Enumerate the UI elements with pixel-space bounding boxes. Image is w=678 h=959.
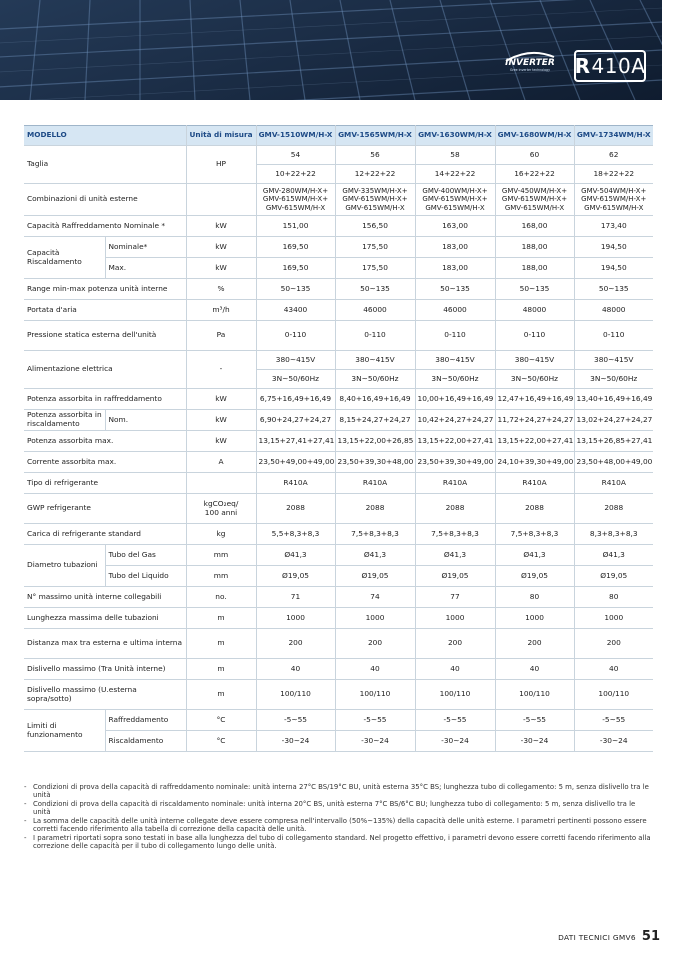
table-row bbox=[24, 321, 653, 351]
cell: 188,00 bbox=[495, 237, 574, 258]
cell: 163,00 bbox=[415, 216, 495, 237]
row-unit: kW bbox=[186, 410, 256, 431]
cell: 2088 bbox=[335, 494, 415, 524]
cell: 13,15+22,00+26,85 bbox=[335, 431, 415, 452]
row-unit: kW bbox=[186, 258, 256, 279]
cell: 2088 bbox=[256, 494, 335, 524]
cell: 3N~50/60Hz bbox=[335, 370, 415, 389]
row-unit: m bbox=[186, 680, 256, 710]
cell: 10,42+24,27+24,27 bbox=[415, 410, 495, 431]
row-sublabel: Riscaldamento bbox=[105, 731, 186, 752]
table-row bbox=[24, 731, 653, 752]
header-model: MODELLO bbox=[24, 126, 186, 146]
header-model-2: GMV-1565WM/H-X bbox=[335, 126, 415, 146]
row-label: N° massimo unità interne collegabili bbox=[24, 587, 186, 608]
cell: 23,50+48,00+49,00 bbox=[574, 452, 653, 473]
table-row bbox=[24, 410, 653, 431]
cell: 40 bbox=[335, 659, 415, 680]
row-label: Carica di refrigerante standard bbox=[24, 524, 186, 545]
inverter-logo bbox=[500, 47, 560, 73]
cell: Ø41,3 bbox=[335, 545, 415, 566]
row-label: Lunghezza massima delle tubazioni bbox=[24, 608, 186, 629]
page-number: 51 bbox=[641, 929, 660, 944]
table-row bbox=[24, 351, 653, 370]
row-label: Capacità Riscaldamento bbox=[24, 237, 105, 279]
header-banner bbox=[0, 0, 662, 100]
row-label: Potenza assorbita in raffreddamento bbox=[24, 389, 186, 410]
cell: -30~24 bbox=[256, 731, 335, 752]
cell: 23,50+39,30+48,00 bbox=[335, 452, 415, 473]
cell: 50~135 bbox=[335, 279, 415, 300]
table-header-row bbox=[24, 126, 653, 146]
cell: 380~415V bbox=[256, 351, 335, 370]
cell: 8,40+16,49+16,49 bbox=[335, 389, 415, 410]
cell: 13,02+24,27+24,27 bbox=[574, 410, 653, 431]
cell: 40 bbox=[574, 659, 653, 680]
row-label: Alimentazione elettrica bbox=[24, 351, 186, 389]
cell: 24,10+39,30+49,00 bbox=[495, 452, 574, 473]
cell: 40 bbox=[256, 659, 335, 680]
table-row bbox=[24, 237, 653, 258]
cell: R410A bbox=[574, 473, 653, 494]
row-sublabel: Nominale* bbox=[105, 237, 186, 258]
cell: 77 bbox=[415, 587, 495, 608]
row-label: Pressione statica esterna dell'unità bbox=[24, 321, 186, 351]
cell: 183,00 bbox=[415, 237, 495, 258]
footnote-text: La somma delle capacità delle unità interne collegate deve essere compresa nell'intervallo (50%~135%) della capacità delle unità esterne. I parametri pertinenti possono essere corretti facendo riferimento alla tabella di correzione della capacità delle unità. bbox=[33, 816, 647, 834]
cell: 43400 bbox=[256, 300, 335, 321]
footnote: - Condizioni di prova della capacità di riscaldamento nominale: unità interna 20°C BS, unità esterna 7°C BS/6°C BU; lunghezza tubo di collegamento: 5 m, senza dislivello tra le unità bbox=[24, 800, 654, 817]
cell: 10+22+22 bbox=[256, 165, 335, 184]
cell: 173,40 bbox=[574, 216, 653, 237]
header-model-4: GMV-1680WM/H-X bbox=[495, 126, 574, 146]
table-row bbox=[24, 258, 653, 279]
cell: 62 bbox=[574, 146, 653, 165]
cell: 3N~50/60Hz bbox=[495, 370, 574, 389]
cell: 100/110 bbox=[495, 680, 574, 710]
cell: 169,50 bbox=[256, 258, 335, 279]
cell: 200 bbox=[256, 629, 335, 659]
cell: 46000 bbox=[415, 300, 495, 321]
cell: 14+22+22 bbox=[415, 165, 495, 184]
cell: 16+22+22 bbox=[495, 165, 574, 184]
cell: 80 bbox=[574, 587, 653, 608]
cell: 200 bbox=[574, 629, 653, 659]
row-unit: Pa bbox=[186, 321, 256, 351]
row-label: Dislivello massimo (Tra Unità interne) bbox=[24, 659, 186, 680]
cell: 100/110 bbox=[415, 680, 495, 710]
row-unit: no. bbox=[186, 587, 256, 608]
row-label: Capacità Raffreddamento Nominale * bbox=[24, 216, 186, 237]
spec-table bbox=[24, 125, 653, 752]
row-sublabel: Tubo del Liquido bbox=[105, 566, 186, 587]
table-row bbox=[24, 566, 653, 587]
footer-title: DATI TECNICI GMV6 bbox=[558, 933, 636, 942]
row-unit: kW bbox=[186, 389, 256, 410]
cell: 48000 bbox=[495, 300, 574, 321]
cell: 18+22+22 bbox=[574, 165, 653, 184]
cell: 156,50 bbox=[335, 216, 415, 237]
inverter-logo-icon bbox=[500, 47, 560, 73]
cell: 100/110 bbox=[335, 680, 415, 710]
cell: 40 bbox=[415, 659, 495, 680]
table-row bbox=[24, 146, 653, 165]
cell: -30~24 bbox=[574, 731, 653, 752]
cell: 1000 bbox=[574, 608, 653, 629]
cell: 60 bbox=[495, 146, 574, 165]
row-unit: mm bbox=[186, 545, 256, 566]
row-unit: A bbox=[186, 452, 256, 473]
row-label: Limiti di funzionamento bbox=[24, 710, 105, 752]
footnote: - Condizioni di prova della capacità di raffreddamento nominale: unità interna 27°C BS/19°C BU, unità esterna 35°C BS; lunghezza tubo di collegamento: 5 m, senza dislivello tra le unità bbox=[24, 783, 654, 800]
cell: 200 bbox=[495, 629, 574, 659]
cell: GMV-400WM/H-X+ GMV-615WM/H-X+ GMV-615WM/H-X bbox=[415, 184, 495, 216]
header-unit: Unità di misura bbox=[186, 126, 256, 146]
table-row bbox=[24, 184, 653, 216]
cell: 380~415V bbox=[415, 351, 495, 370]
row-sublabel: Nom. bbox=[105, 410, 186, 431]
cell: Ø41,3 bbox=[495, 545, 574, 566]
table-row bbox=[24, 659, 653, 680]
cell: Ø41,3 bbox=[256, 545, 335, 566]
cell: 0-110 bbox=[256, 321, 335, 351]
cell: 50~135 bbox=[495, 279, 574, 300]
cell: R410A bbox=[256, 473, 335, 494]
cell: 74 bbox=[335, 587, 415, 608]
table-row bbox=[24, 300, 653, 321]
cell: 12,47+16,49+16,49 bbox=[495, 389, 574, 410]
row-unit: °C bbox=[186, 710, 256, 731]
cell: 50~135 bbox=[256, 279, 335, 300]
footnotes bbox=[24, 783, 654, 850]
cell: 13,15+27,41+27,41 bbox=[256, 431, 335, 452]
header-model-5: GMV-1734WM/H-X bbox=[574, 126, 653, 146]
footnote: - I parametri riportati sopra sono testati in base alla lunghezza del tubo di collegamento standard. Nel progetto effettivo, i parametri devono essere corretti facendo riferimento alla correzione delle capacità per il tubo di collegamento lungo delle unità. bbox=[24, 834, 654, 851]
row-unit: HP bbox=[186, 146, 256, 184]
cell: Ø19,05 bbox=[335, 566, 415, 587]
cell: 80 bbox=[495, 587, 574, 608]
cell: 0-110 bbox=[415, 321, 495, 351]
cell: 13,15+26,85+27,41 bbox=[574, 431, 653, 452]
cell: 48000 bbox=[574, 300, 653, 321]
r410a-logo bbox=[574, 50, 646, 82]
r410a-logo-text: 410A bbox=[591, 54, 646, 78]
cell: 100/110 bbox=[574, 680, 653, 710]
cell: 380~415V bbox=[335, 351, 415, 370]
cell: Ø41,3 bbox=[574, 545, 653, 566]
cell: GMV-504WM/H-X+ GMV-615WM/H-X+ GMV-615WM/H-X bbox=[574, 184, 653, 216]
row-unit bbox=[186, 184, 256, 216]
cell: 6,75+16,49+16,49 bbox=[256, 389, 335, 410]
cell: 175,50 bbox=[335, 237, 415, 258]
row-label: Tipo di refrigerante bbox=[24, 473, 186, 494]
cell: 23,50+49,00+49,00 bbox=[256, 452, 335, 473]
cell: 71 bbox=[256, 587, 335, 608]
row-unit: m bbox=[186, 629, 256, 659]
table-row bbox=[24, 587, 653, 608]
row-sublabel: Raffreddamento bbox=[105, 710, 186, 731]
cell: 23,50+39,30+49,00 bbox=[415, 452, 495, 473]
row-label: Potenza assorbita max. bbox=[24, 431, 186, 452]
cell: GMV-280WM/H-X+ GMV-615WM/H-X+ GMV-615WM/H-X bbox=[256, 184, 335, 216]
cell: 7,5+8,3+8,3 bbox=[335, 524, 415, 545]
table-row bbox=[24, 216, 653, 237]
cell: 10,00+16,49+16,49 bbox=[415, 389, 495, 410]
row-unit: kg bbox=[186, 524, 256, 545]
cell: -5~55 bbox=[256, 710, 335, 731]
table-row bbox=[24, 431, 653, 452]
table-row bbox=[24, 452, 653, 473]
header-model-1: GMV-1510WM/H-X bbox=[256, 126, 335, 146]
cell: 13,40+16,49+16,49 bbox=[574, 389, 653, 410]
table-row bbox=[24, 473, 653, 494]
cell: 8,15+24,27+24,27 bbox=[335, 410, 415, 431]
cell: Ø19,05 bbox=[574, 566, 653, 587]
cell: 0-110 bbox=[335, 321, 415, 351]
row-sublabel: Tubo del Gas bbox=[105, 545, 186, 566]
cell: Ø41,3 bbox=[415, 545, 495, 566]
row-unit: m³/h bbox=[186, 300, 256, 321]
cell: Ø19,05 bbox=[495, 566, 574, 587]
cell: R410A bbox=[415, 473, 495, 494]
cell: 200 bbox=[335, 629, 415, 659]
cell: 7,5+8,3+8,3 bbox=[415, 524, 495, 545]
cell: 151,00 bbox=[256, 216, 335, 237]
footnote-text: I parametri riportati sopra sono testati in base alla lunghezza del tubo di collegamento standard. Nel progetto effettivo, i parametri devono essere corretti facendo riferimento alla correzione delle capacità per il tubo di collegamento lungo delle unità. bbox=[33, 833, 651, 850]
row-label: Distanza max tra esterna e ultima interna bbox=[24, 629, 186, 659]
cell: 188,00 bbox=[495, 258, 574, 279]
cell: 175,50 bbox=[335, 258, 415, 279]
cell: 6,90+24,27+24,27 bbox=[256, 410, 335, 431]
cell: 169,50 bbox=[256, 237, 335, 258]
svg-text:INVERTER: INVERTER bbox=[505, 58, 555, 68]
cell: R410A bbox=[335, 473, 415, 494]
cell: 40 bbox=[495, 659, 574, 680]
cell: 11,72+24,27+24,27 bbox=[495, 410, 574, 431]
row-unit: m bbox=[186, 659, 256, 680]
table-row bbox=[24, 680, 653, 710]
cell: 183,00 bbox=[415, 258, 495, 279]
cell: 58 bbox=[415, 146, 495, 165]
table-row bbox=[24, 629, 653, 659]
cell: 1000 bbox=[335, 608, 415, 629]
cell: 100/110 bbox=[256, 680, 335, 710]
cell: 1000 bbox=[256, 608, 335, 629]
cell: 3N~50/60Hz bbox=[256, 370, 335, 389]
cell: 46000 bbox=[335, 300, 415, 321]
cell: 7,5+8,3+8,3 bbox=[495, 524, 574, 545]
row-label: Combinazioni di unità esterne bbox=[24, 184, 186, 216]
row-unit: % bbox=[186, 279, 256, 300]
row-unit: - bbox=[186, 351, 256, 389]
cell: 2088 bbox=[415, 494, 495, 524]
page-footer bbox=[558, 929, 660, 944]
row-unit: mm bbox=[186, 566, 256, 587]
cell: 13,15+22,00+27,41 bbox=[415, 431, 495, 452]
row-unit: kgCO₂eq/ 100 anni bbox=[186, 494, 256, 524]
cell: GMV-450WM/H-X+ GMV-615WM/H-X+ GMV-615WM/H-X bbox=[495, 184, 574, 216]
cell: -30~24 bbox=[335, 731, 415, 752]
table-row bbox=[24, 710, 653, 731]
solar-panel-illustration bbox=[0, 0, 662, 100]
cell: 2088 bbox=[495, 494, 574, 524]
cell: 1000 bbox=[495, 608, 574, 629]
cell: 12+22+22 bbox=[335, 165, 415, 184]
row-label: Portata d'aria bbox=[24, 300, 186, 321]
cell: 380~415V bbox=[574, 351, 653, 370]
cell: Ø19,05 bbox=[415, 566, 495, 587]
row-label: Dislivello massimo (U.esterna sopra/sotto) bbox=[24, 680, 186, 710]
row-unit: kW bbox=[186, 237, 256, 258]
row-unit: m bbox=[186, 608, 256, 629]
cell: R410A bbox=[495, 473, 574, 494]
cell: Ø19,05 bbox=[256, 566, 335, 587]
cell: 380~415V bbox=[495, 351, 574, 370]
table-row bbox=[24, 279, 653, 300]
row-sublabel: Max. bbox=[105, 258, 186, 279]
cell: 3N~50/60Hz bbox=[415, 370, 495, 389]
cell: 54 bbox=[256, 146, 335, 165]
cell: GMV-335WM/H-X+ GMV-615WM/H-X+ GMV-615WM/H-X bbox=[335, 184, 415, 216]
row-label: Taglia bbox=[24, 146, 186, 184]
footnote-text: Condizioni di prova della capacità di raffreddamento nominale: unità interna 27°C BS/19°C BU, unità esterna 35°C BS; lunghezza tubo di collegamento: 5 m, senza dislivello tra le unità bbox=[33, 783, 649, 800]
cell: 13,15+22,00+27,41 bbox=[495, 431, 574, 452]
cell: 1000 bbox=[415, 608, 495, 629]
cell: -5~55 bbox=[415, 710, 495, 731]
cell: -30~24 bbox=[495, 731, 574, 752]
row-label: Potenza assorbita in riscaldamento bbox=[24, 410, 105, 431]
row-unit: kW bbox=[186, 216, 256, 237]
cell: 194,50 bbox=[574, 237, 653, 258]
row-label: Corrente assorbita max. bbox=[24, 452, 186, 473]
cell: 0-110 bbox=[574, 321, 653, 351]
row-label: Range min-max potenza unità interne bbox=[24, 279, 186, 300]
cell: 194,50 bbox=[574, 258, 653, 279]
cell: 56 bbox=[335, 146, 415, 165]
cell: 200 bbox=[415, 629, 495, 659]
row-unit: °C bbox=[186, 731, 256, 752]
row-unit bbox=[186, 473, 256, 494]
table-row bbox=[24, 545, 653, 566]
cell: 168,00 bbox=[495, 216, 574, 237]
table-row bbox=[24, 524, 653, 545]
row-label: GWP refrigerante bbox=[24, 494, 186, 524]
cell: 0-110 bbox=[495, 321, 574, 351]
cell: 2088 bbox=[574, 494, 653, 524]
cell: 50~135 bbox=[574, 279, 653, 300]
cell: 3N~50/60Hz bbox=[574, 370, 653, 389]
cell: -5~55 bbox=[495, 710, 574, 731]
cell: -30~24 bbox=[415, 731, 495, 752]
cell: 5,5+8,3+8,3 bbox=[256, 524, 335, 545]
table-row bbox=[24, 608, 653, 629]
footnote: - La somma delle capacità delle unità interne collegate deve essere compresa nell'intervallo (50%~135%) della capacità delle unità esterne. I parametri pertinenti possono essere corretti facendo riferimento alla tabella di correzione della capacità delle unità. bbox=[24, 817, 654, 834]
row-unit: kW bbox=[186, 431, 256, 452]
header-model-3: GMV-1630WM/H-X bbox=[415, 126, 495, 146]
svg-text:Gree inverter technology: Gree inverter technology bbox=[510, 68, 550, 72]
row-label: Diametro tubazioni bbox=[24, 545, 105, 587]
table-row bbox=[24, 389, 653, 410]
cell: -5~55 bbox=[335, 710, 415, 731]
cell: -5~55 bbox=[574, 710, 653, 731]
table-row bbox=[24, 494, 653, 524]
r410a-logo-r: R bbox=[574, 54, 591, 78]
cell: 50~135 bbox=[415, 279, 495, 300]
footnote-text: Condizioni di prova della capacità di riscaldamento nominale: unità interna 20°C BS, unità esterna 7°C BS/6°C BU; lunghezza tubo di collegamento: 5 m, senza dislivello tra le unità bbox=[33, 799, 636, 817]
cell: 8,3+8,3+8,3 bbox=[574, 524, 653, 545]
